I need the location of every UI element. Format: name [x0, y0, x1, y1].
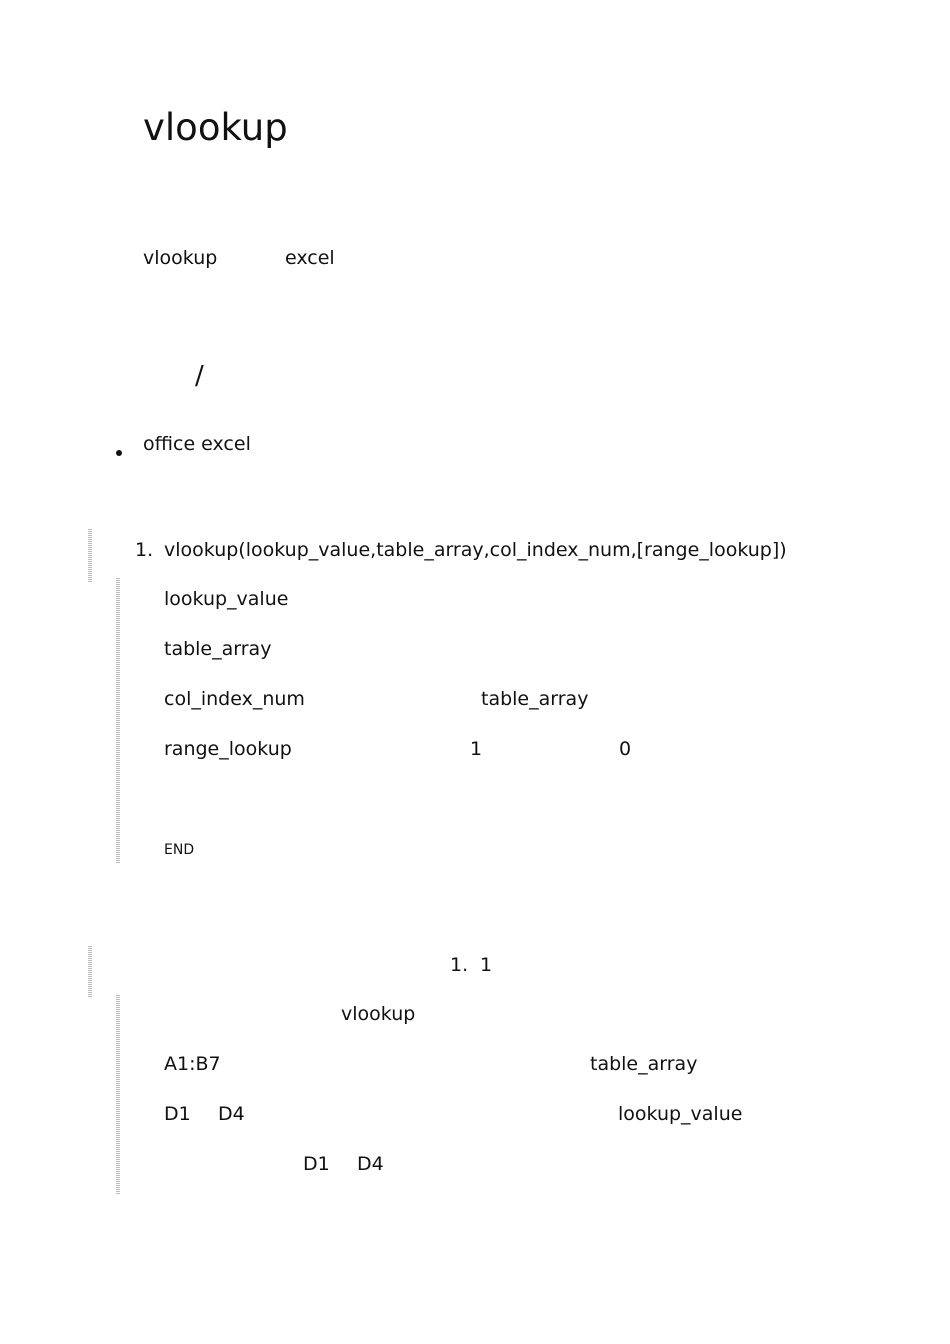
- step-2-cell-d4: D4: [218, 1103, 245, 1125]
- param-col-index-ref: table_array: [481, 688, 589, 710]
- param-col-index-num: col_index_num: [164, 688, 305, 710]
- step-2-cell-d1-second: D1: [303, 1153, 330, 1175]
- param-lookup-value: lookup_value: [164, 588, 289, 610]
- step-2-cell-d4-second: D4: [357, 1153, 384, 1175]
- step-2-cell-d1: D1: [164, 1103, 191, 1125]
- step-2-number: 1.: [450, 954, 469, 976]
- step-1-number: 1.: [135, 539, 154, 561]
- step-1-body-bar: [116, 578, 120, 864]
- end-marker: END: [164, 842, 195, 858]
- page-title: vlookup: [143, 106, 288, 149]
- step-2-table-array: table_array: [590, 1053, 698, 1075]
- intro-word-excel: excel: [285, 247, 335, 269]
- param-range-lookup-value-0: 0: [619, 738, 632, 760]
- step-2-lookup-value: lookup_value: [618, 1103, 743, 1125]
- step-2-vlookup: vlookup: [341, 1003, 416, 1025]
- section-heading: /: [195, 361, 204, 391]
- step-2-body-bar: [116, 995, 120, 1195]
- step-1-marker: [88, 529, 92, 583]
- param-table-array: table_array: [164, 638, 272, 660]
- param-range-lookup: range_lookup: [164, 738, 292, 760]
- intro-word-vlookup: vlookup: [143, 247, 218, 269]
- bullet-text: office excel: [143, 433, 251, 455]
- step-2-marker: [88, 946, 92, 997]
- step-1-formula: vlookup(lookup_value,table_array,col_index_num,[range_lookup]): [164, 539, 787, 561]
- step-2-heading-value: 1: [480, 954, 493, 976]
- bullet-dot: [116, 450, 122, 456]
- param-range-lookup-value-1: 1: [470, 738, 483, 760]
- step-2-range: A1:B7: [164, 1053, 221, 1075]
